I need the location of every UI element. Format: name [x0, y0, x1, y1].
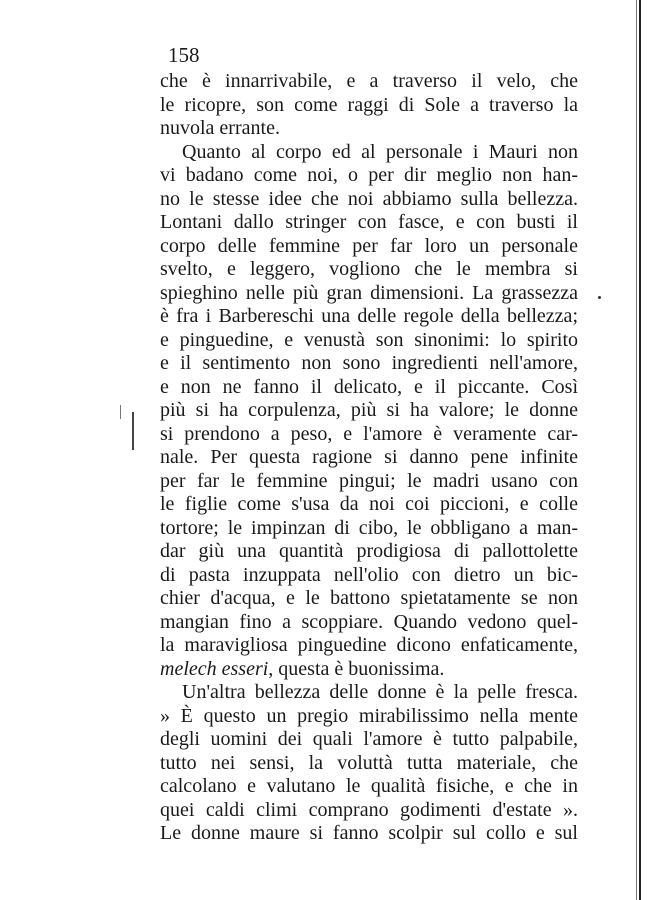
text-line: più si ha corpulenza, più si ha valore; le donne: [160, 399, 578, 421]
text-line: la maravigliosa pinguedine dicono enfaticamente,: [160, 634, 578, 656]
text-line: che è innarrivabile, e a traverso il velo, che: [160, 70, 578, 92]
text-line: e il sentimento non sono ingredienti nell'amore,: [160, 352, 578, 374]
page-number: 158: [168, 43, 200, 67]
line-rest: , questa è buonissima.: [268, 657, 445, 680]
text-line: Un'altra bellezza delle donne è la pelle fresca.: [182, 681, 578, 703]
margin-mark-small: [120, 405, 121, 419]
text-line: tutto nei sensi, la voluttà tutta materiale, che: [160, 751, 578, 774]
text-line: di pasta inzuppata nell'olio con dietro un bic-: [160, 563, 578, 586]
text-line: vi badano come noi, o per dir meglio non han-: [160, 164, 578, 186]
text-line: degli uomini dei quali l'amore è tutto palpabile,: [160, 728, 578, 750]
text-line: svelto, e leggero, vogliono che le membra si: [160, 258, 578, 280]
italic-phrase: melech esseri: [160, 657, 269, 680]
text-line: spieghino nelle più gran dimensioni. La grassezza: [160, 281, 578, 304]
text-line: nuvola errante.: [160, 117, 280, 139]
page-edge-line: [639, 0, 641, 900]
text-line: chier d'acqua, e le battono spietatamente se non: [160, 587, 578, 609]
text-line: le figlie come s'usa da noi coi piccioni, e colle: [160, 493, 578, 515]
page-edge-shadow: [636, 0, 637, 900]
text-line: si prendono a peso, e l'amore è veramente car-: [160, 422, 578, 445]
text-line: e non ne fanno il delicato, e il piccante. Così: [160, 375, 578, 398]
body-text: [160, 70, 578, 846]
ink-speck: [598, 296, 601, 299]
text-line: calcolano e valutano le qualità fisiche, e che in: [160, 775, 578, 797]
text-line: dar giù una quantità prodigiosa di pallottolette: [160, 540, 578, 562]
text-line: tortore; le impinzan di cibo, le obbligano a man-: [160, 516, 578, 539]
text-line: [160, 658, 578, 682]
text-line: e pinguedine, e venustà son sinonimi: lo spirito: [160, 328, 578, 351]
text-line: le ricopre, son come raggi di Sole a traverso la: [160, 93, 578, 116]
text-line: Le donne maure si fanno scolpir sul collo e sul: [160, 822, 578, 844]
text-line: Quanto al corpo ed al personale i Mauri non: [182, 140, 578, 163]
text-line: corpo delle femmine per far loro un personale: [160, 234, 578, 257]
text-line: è fra i Barbereschi una delle regole della bellezza;: [160, 305, 578, 327]
text-line: no le stesse idee che noi abbiamo sulla bellezza.: [160, 187, 578, 210]
text-block: [160, 40, 578, 846]
text-line: mangian fino a scoppiare. Quando vedono quel-: [160, 610, 578, 633]
text-line: Lontani dallo stringer con fasce, e con busti il: [160, 211, 578, 233]
margin-mark: [132, 412, 134, 450]
text-line: per far le femmine pingui; le madri usano con: [160, 469, 578, 492]
text-line: » È questo un pregio mirabilissimo nella mente: [160, 704, 578, 727]
text-line: nale. Per questa ragione si danno pene infinite: [160, 446, 578, 468]
text-line: quei caldi climi comprano godimenti d'estate ».: [160, 798, 578, 821]
